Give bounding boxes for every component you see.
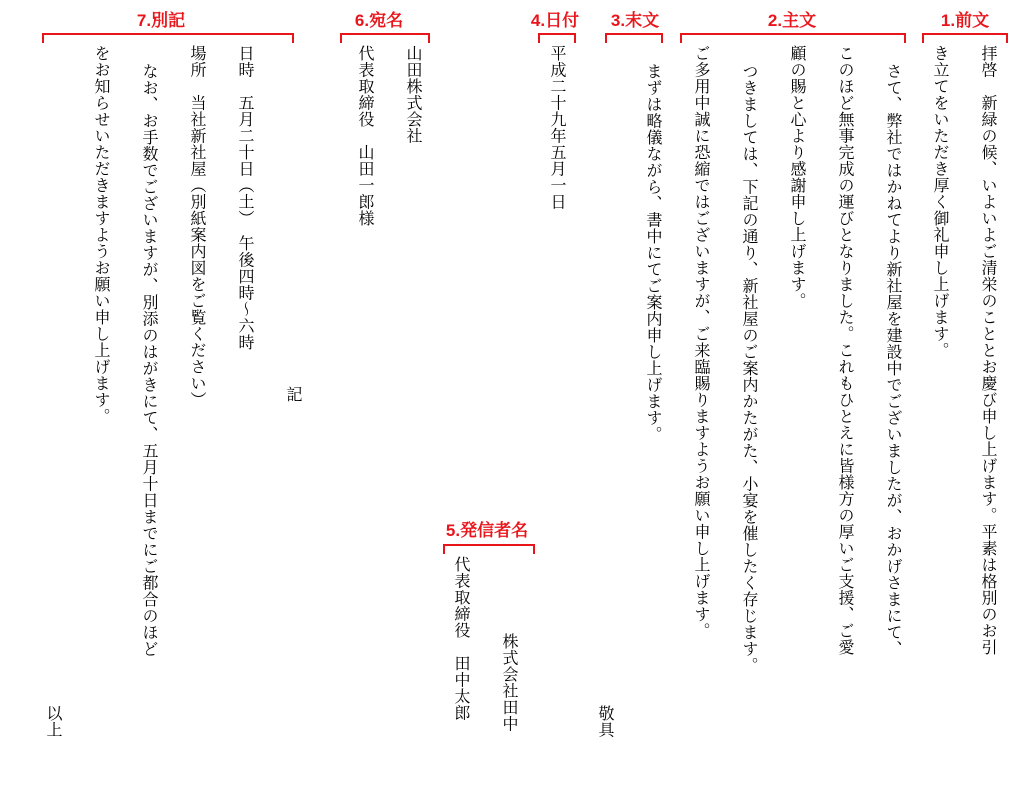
ki-heading: 記 <box>284 386 303 403</box>
bekki-basho: 場所 当社新社屋（別紙案内図をご覧ください） <box>188 45 207 408</box>
shubun-line-2: このほど無事完成の運びとなりました。これもひとえに皆様方の厚いご支援、ご愛 <box>836 45 855 656</box>
label-zenbun: 1.前文 <box>940 11 990 30</box>
label-hizuke: 4.日付 <box>530 11 580 30</box>
label-shubun: 2.主文 <box>767 11 817 30</box>
bracket-atena <box>340 33 430 43</box>
label-atena: 6.宛名 <box>354 11 404 30</box>
bekki-nichiji: 日時 五月二十日（土） 午後四時～六時 <box>236 45 255 351</box>
bracket-hasshinsha <box>443 544 535 554</box>
bracket-zenbun <box>922 33 1008 43</box>
label-bekki: 7.別記 <box>136 11 186 30</box>
shubun-line-5: ご多用中誠に恐縮ではございますが、ご来臨賜りますようお願い申し上げます。 <box>692 45 711 639</box>
label-matsubun: 3.末文 <box>610 11 660 30</box>
zenbun-line-2: き立てをいただき厚く御礼申し上げます。 <box>931 45 950 359</box>
matsubun-line-1: まずは略儀ながら、書中にてご案内申し上げます。 <box>644 63 663 443</box>
ijou: 以上 <box>44 705 63 738</box>
shubun-line-4: つきましては、下記の通り、新社屋のご案内かたがた、小宴を催したく存じます。 <box>740 63 759 674</box>
recipient-company: 山田株式会社 <box>404 45 423 144</box>
sender-person: 代表取締役 田中太郎 <box>452 556 471 721</box>
bracket-hizuke <box>538 33 576 43</box>
bracket-bekki <box>42 33 294 43</box>
bekki-note-2: をお知らせいただきますようお願い申し上げます。 <box>92 45 111 425</box>
zenbun-line-1: 拝啓 新緑の候、いよいよご清栄のこととお慶び申し上げます。平素は格別のお引 <box>979 45 998 656</box>
shubun-line-1: さて、弊社ではかねてより新社屋を建設中でございましたが、おかげさまにて、 <box>884 63 903 657</box>
bekki-note-1: なお、お手数でございますが、別添のはがきにて、五月十日までにご都合のほど <box>140 63 159 657</box>
sender-company: 株式会社田中 <box>500 633 519 732</box>
matsubun-closing: 敬具 <box>596 705 615 738</box>
date: 平成二十九年五月一日 <box>548 45 567 210</box>
label-hasshinsha: 5.発信者名 <box>445 521 529 540</box>
shubun-line-3: 顧の賜と心より感謝申し上げます。 <box>788 45 807 309</box>
recipient-person: 代表取締役 山田一郎様 <box>356 45 375 227</box>
bracket-matsubun <box>605 33 663 43</box>
bracket-shubun <box>680 33 906 43</box>
